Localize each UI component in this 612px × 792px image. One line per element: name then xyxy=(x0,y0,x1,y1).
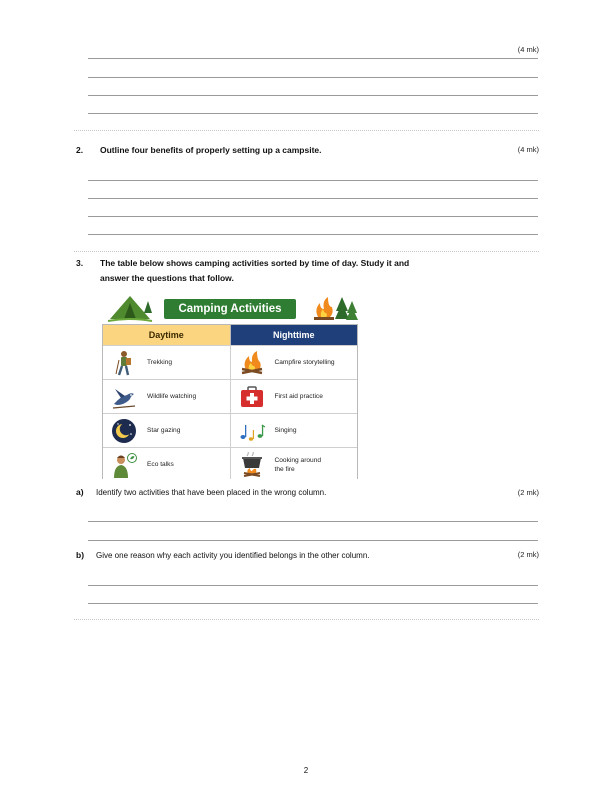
activity-label-multiline xyxy=(275,456,322,474)
section-separator xyxy=(74,130,539,131)
campfire-icon xyxy=(239,350,265,376)
activity-label: Eco talks xyxy=(147,461,174,468)
first-aid-kit-icon xyxy=(239,384,265,410)
part-b-text: Give one reason why each activity you identified belongs in the other column. xyxy=(96,551,370,560)
table-row xyxy=(103,379,357,413)
activity-label: First aid practice xyxy=(274,393,323,400)
answer-line xyxy=(88,180,538,181)
camping-activities-infographic xyxy=(102,293,358,479)
table-row xyxy=(103,413,357,447)
activities-table xyxy=(102,324,358,479)
answer-line xyxy=(88,113,538,114)
question-3-number: 3. xyxy=(76,258,84,268)
speaker-icon xyxy=(111,452,137,478)
activity-label-line: Cooking around xyxy=(274,456,322,464)
music-notes-icon xyxy=(239,418,265,444)
question-3-text-line2: answer the questions that follow. xyxy=(100,273,234,283)
activity-label: Trekking xyxy=(147,359,173,366)
question-2-number: 2. xyxy=(76,145,84,155)
answer-line xyxy=(88,585,538,586)
infographic-title: Camping Activities xyxy=(164,299,296,319)
answer-line xyxy=(88,95,538,96)
part-a-text: Identify two activities that have been placed in the wrong column. xyxy=(96,488,327,497)
part-a-label: a) xyxy=(76,487,84,497)
section-separator xyxy=(74,619,539,620)
answer-line xyxy=(88,77,538,78)
answer-line xyxy=(88,521,538,522)
answer-line xyxy=(88,540,538,541)
section-separator xyxy=(74,251,539,252)
answer-line xyxy=(88,603,538,604)
moon-stars-icon xyxy=(111,418,137,444)
question-2-text: Outline four benefits of properly setting up a campsite. xyxy=(100,145,322,155)
activity-label: Star gazing xyxy=(147,427,181,434)
question-3-text-line1: The table below shows camping activities sorted by time of day. Study it and xyxy=(100,258,410,268)
tent-icon xyxy=(104,293,156,323)
table-row xyxy=(103,447,357,479)
answer-line xyxy=(88,198,538,199)
column-header-daytime: Daytime xyxy=(103,325,231,345)
table-row xyxy=(103,345,357,379)
activity-label-line: the fire xyxy=(274,465,295,473)
column-header-nighttime: Nighttime xyxy=(231,325,358,345)
part-a-marks: (2 mk) xyxy=(517,488,539,497)
part-b-marks: (2 mk) xyxy=(517,550,539,559)
marks-prev: (4 mk) xyxy=(517,45,539,54)
bird-icon xyxy=(111,384,137,410)
answer-line xyxy=(88,216,538,217)
hiker-icon xyxy=(111,350,137,376)
activity-label: Wildlife watching xyxy=(147,393,197,400)
activity-label: Singing xyxy=(274,427,297,434)
answer-line xyxy=(88,234,538,235)
question-2-marks: (4 mk) xyxy=(517,145,539,154)
part-b-label: b) xyxy=(76,550,85,560)
page-number: 2 xyxy=(303,766,309,775)
answer-line xyxy=(88,58,538,59)
cooking-pot-icon xyxy=(239,452,265,478)
activity-label: Campfire storytelling xyxy=(274,359,335,366)
campfire-trees-icon xyxy=(308,293,358,323)
